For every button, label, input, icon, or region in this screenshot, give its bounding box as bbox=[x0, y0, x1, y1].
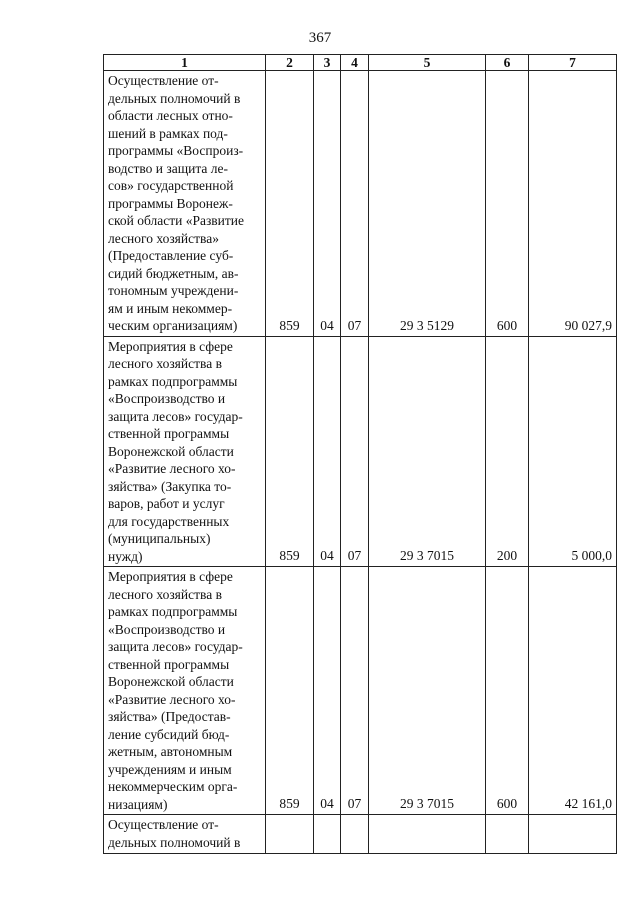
cell-subsection: 07 bbox=[341, 71, 369, 337]
cell-section: 04 bbox=[314, 71, 341, 337]
column-header: 3 bbox=[314, 55, 341, 71]
table-row bbox=[104, 567, 617, 815]
cell-amount: 5 000,0 bbox=[529, 336, 617, 567]
cell-amount: 42 161,0 bbox=[529, 567, 617, 815]
cell-code: 859 bbox=[266, 336, 314, 567]
column-header: 1 bbox=[104, 55, 266, 71]
cell-expense-type: 600 bbox=[486, 71, 529, 337]
table-row bbox=[104, 815, 617, 854]
cell-target-article: 29 3 7015 bbox=[369, 567, 486, 815]
table-row bbox=[104, 71, 617, 337]
cell-section bbox=[314, 815, 341, 854]
column-header: 2 bbox=[266, 55, 314, 71]
cell-code bbox=[266, 815, 314, 854]
cell-subsection: 07 bbox=[341, 336, 369, 567]
cell-section: 04 bbox=[314, 336, 341, 567]
cell-section: 04 bbox=[314, 567, 341, 815]
cell-amount bbox=[529, 815, 617, 854]
row-description: Осуществление от- дельных полномочий в bbox=[104, 815, 266, 854]
cell-subsection: 07 bbox=[341, 567, 369, 815]
column-header: 5 bbox=[369, 55, 486, 71]
cell-target-article: 29 3 7015 bbox=[369, 336, 486, 567]
cell-expense-type: 600 bbox=[486, 567, 529, 815]
cell-amount: 90 027,9 bbox=[529, 71, 617, 337]
row-description: Осуществление от- дельных полномочий в области лесных отно- шений в рамках под- программы «Воспроиз- водство и защита ле- сов» государственной программы Воронеж- ской области «Развитие лесного хозяйства» (Предоставление суб- сидий бюджетным, ав- тономным учреждени- ям и иным некоммер- ческим организациям) bbox=[104, 71, 266, 337]
cell-code: 859 bbox=[266, 567, 314, 815]
cell-expense-type bbox=[486, 815, 529, 854]
column-header: 6 bbox=[486, 55, 529, 71]
cell-target-article: 29 3 5129 bbox=[369, 71, 486, 337]
column-header: 7 bbox=[529, 55, 617, 71]
table-header-row bbox=[104, 55, 617, 71]
cell-target-article bbox=[369, 815, 486, 854]
cell-code: 859 bbox=[266, 71, 314, 337]
column-header: 4 bbox=[341, 55, 369, 71]
page-number: 367 bbox=[308, 30, 332, 46]
budget-table bbox=[103, 54, 617, 854]
table-row bbox=[104, 336, 617, 567]
cell-subsection bbox=[341, 815, 369, 854]
cell-expense-type: 200 bbox=[486, 336, 529, 567]
row-description: Мероприятия в сфере лесного хозяйства в рамках подпрограммы «Воспроизводство и защита лесов» государ- ственной программы Воронежской области «Развитие лесного хо- зяйства» (Закупка то- варов, работ и услуг для государственных (муниципальных) нужд) bbox=[104, 336, 266, 567]
row-description: Мероприятия в сфере лесного хозяйства в рамках подпрограммы «Воспроизводство и защита лесов» государ- ственной программы Воронежской области «Развитие лесного хо- зяйства» (Предостав- ление субсидий бюд- жетным, автономным учреждениям и иным некоммерческим орга- низациям) bbox=[104, 567, 266, 815]
